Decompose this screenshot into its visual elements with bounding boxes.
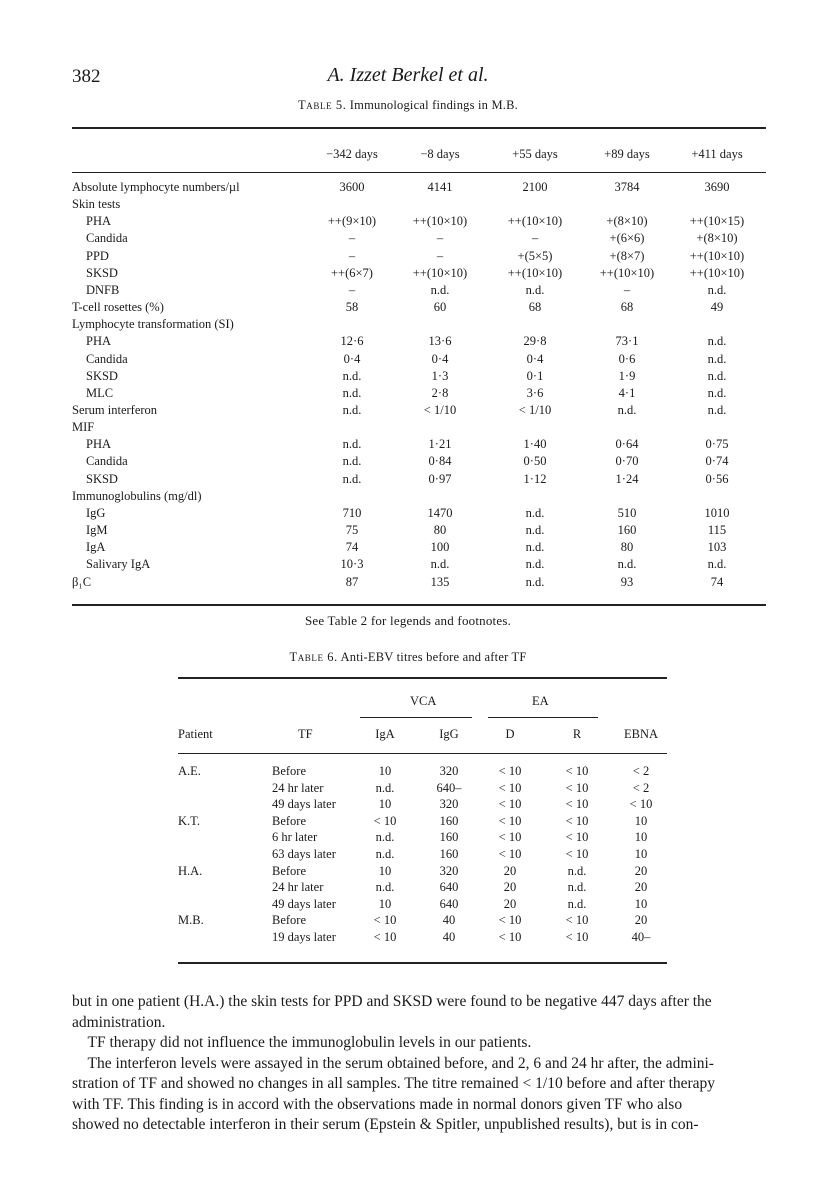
table6-caption-label: Table 6.: [289, 650, 338, 664]
table-cell: 20: [503, 896, 517, 911]
table-cell: n.d.: [375, 780, 395, 795]
text-line: The interferon levels were assayed in the serum obtained before, and 2, 6 and 24 hr after, the admini-: [72, 1054, 714, 1072]
table-row: [0, 829, 816, 845]
table-cell: 0·6: [618, 351, 636, 366]
table5-col-header: −8 days: [420, 147, 460, 161]
table-cell: n.d.: [525, 523, 545, 537]
table-cell: –: [436, 248, 444, 263]
table-cell: 0·84: [428, 454, 452, 469]
patient-cell: M.B.: [178, 913, 204, 928]
table-cell: 12·6: [340, 334, 364, 349]
table-cell: 74: [345, 540, 359, 555]
table5-col-header: −342 days: [326, 147, 378, 161]
table-cell: ++(6×7): [331, 265, 373, 280]
table-cell: –: [348, 248, 356, 263]
table-cell: ++(10×10): [412, 265, 468, 280]
row-label: Lymphocyte transformation (SI): [72, 317, 234, 332]
table-cell: n.d.: [707, 402, 727, 417]
table5-bottom-rule: [72, 604, 766, 606]
table-cell: 49: [710, 300, 724, 314]
table-row: [0, 863, 816, 879]
table-cell: 3690: [704, 180, 730, 194]
table-row: [0, 282, 816, 299]
table-cell: 68: [528, 300, 542, 314]
table5-caption: [0, 98, 816, 113]
table-cell: 10: [378, 764, 392, 778]
table-cell: < 10: [498, 780, 522, 795]
table-cell: 0·4: [526, 351, 544, 366]
tf-cell: 63 days later: [272, 847, 336, 861]
table-cell: < 2: [632, 764, 650, 778]
tf-cell: Before: [272, 913, 307, 928]
table-cell: 1·40: [523, 437, 547, 452]
table-row: [0, 265, 816, 282]
table-cell: 115: [707, 523, 727, 537]
table-cell: 10: [378, 797, 392, 812]
table-row: [0, 436, 816, 453]
row-label: MIF: [72, 420, 95, 435]
table-cell: < 1/10: [423, 402, 457, 417]
table-cell: n.d.: [707, 351, 727, 366]
table-cell: 0·75: [705, 437, 729, 452]
table-cell: ++(10×10): [689, 265, 745, 280]
table6-caption: [0, 650, 816, 665]
table5-header-row: [0, 146, 816, 163]
table-row: [0, 213, 816, 230]
table5-col-header: +89 days: [604, 147, 650, 161]
table-cell: n.d.: [430, 557, 450, 572]
table6-ea-rule: [488, 717, 598, 718]
table-cell: 3600: [339, 180, 365, 194]
table-cell: 0·64: [615, 437, 639, 452]
table-cell: 73·1: [615, 334, 639, 349]
table-cell: n.d.: [525, 505, 545, 520]
table-row: [0, 879, 816, 895]
tf-cell: 19 days later: [272, 930, 336, 944]
table-cell: < 10: [565, 764, 589, 778]
table-cell: 320: [439, 764, 459, 778]
row-label: SKSD: [86, 265, 118, 280]
table-cell: 1010: [704, 505, 730, 520]
table-row: [0, 316, 816, 333]
table5-col-header: +55 days: [512, 147, 558, 161]
row-label: Candida: [86, 351, 128, 366]
table-cell: +(5×5): [517, 248, 553, 263]
table-cell: +(8×7): [609, 248, 645, 263]
table-row: [0, 196, 816, 213]
table-row: [0, 368, 816, 385]
text-line: TF therapy did not influence the immunoglobulin levels in our patients.: [72, 1034, 532, 1051]
table-cell: +(8×10): [696, 231, 738, 246]
table-cell: 4·1: [618, 385, 636, 400]
table-cell: 10: [634, 813, 648, 828]
table-cell: 20: [503, 880, 517, 895]
table-cell: –: [623, 282, 631, 297]
table-cell: n.d.: [342, 471, 362, 486]
tf-cell: Before: [272, 813, 307, 828]
row-label: T-cell rosettes (%): [72, 300, 164, 314]
table-row: [0, 385, 816, 402]
table-cell: < 1/10: [518, 402, 552, 417]
table-cell: 10: [634, 830, 648, 845]
table-cell: < 10: [498, 830, 522, 845]
tf-cell: 49 days later: [272, 896, 336, 911]
table-cell: < 10: [373, 813, 397, 828]
table-cell: 3784: [614, 180, 640, 194]
text-line: but in one patient (H.A.) the skin tests for PPD and SKSD were found to be negative 447 days after the: [72, 993, 712, 1010]
table6-col-r: R: [572, 727, 582, 741]
table-cell: 87: [345, 574, 359, 589]
table-row: [0, 419, 816, 436]
table6-caption-text: Anti-EBV titres before and after TF: [340, 650, 527, 664]
table-cell: n.d.: [342, 385, 362, 400]
table-cell: 10·3: [340, 557, 364, 572]
table-cell: –: [436, 231, 444, 246]
table-cell: n.d.: [342, 402, 362, 417]
table-cell: < 10: [373, 930, 397, 944]
row-label: PPD: [86, 248, 109, 263]
table-cell: 4141: [427, 180, 453, 194]
table6-col-tf: TF: [298, 727, 313, 741]
table-cell: 10: [634, 896, 648, 911]
table-cell: 0·97: [428, 471, 452, 486]
table-cell: 160: [439, 830, 459, 845]
table-row: [0, 896, 816, 912]
table-row: [0, 556, 816, 573]
table-cell: –: [531, 231, 539, 246]
patient-cell: H.A.: [178, 863, 203, 878]
table-cell: n.d.: [525, 282, 545, 297]
table-cell: < 10: [565, 780, 589, 795]
patient-cell: A.E.: [178, 764, 201, 778]
table-cell: 0·4: [343, 351, 361, 366]
table-cell: < 10: [498, 797, 522, 812]
table-cell: ++(10×10): [412, 214, 468, 229]
table-cell: 20: [634, 880, 648, 895]
table-cell: < 10: [565, 797, 589, 812]
table-cell: < 10: [565, 830, 589, 845]
table-cell: ++(10×10): [599, 265, 655, 280]
table-cell: –: [348, 231, 356, 246]
row-label: IgG: [86, 505, 106, 520]
row-label: IgM: [86, 523, 108, 537]
table-cell: 1·12: [523, 471, 547, 486]
table-cell: 0·70: [615, 454, 639, 469]
table6-header-row: [0, 726, 816, 742]
table-cell: 58: [345, 300, 359, 314]
table-cell: ++(10×15): [689, 214, 745, 229]
table-cell: 1·24: [615, 471, 639, 486]
table-cell: 20: [503, 863, 517, 878]
table-cell: n.d.: [342, 368, 362, 383]
table6-header-rule: [178, 753, 667, 754]
table-cell: 0·4: [431, 351, 449, 366]
table-cell: 160: [617, 523, 637, 537]
table-cell: < 2: [632, 780, 650, 795]
table-cell: ++(9×10): [327, 214, 377, 229]
tf-cell: 24 hr later: [272, 880, 324, 895]
row-label: Candida: [86, 454, 128, 469]
table-cell: < 10: [498, 847, 522, 861]
table6-col-igg: IgG: [439, 727, 459, 741]
table-cell: 160: [439, 847, 459, 861]
table-row: [0, 453, 816, 470]
table-cell: 10: [378, 863, 392, 878]
table5-footnote: See Table 2 for legends and footnotes.: [304, 613, 512, 628]
table-row: [0, 796, 816, 812]
table-cell: 29·8: [523, 334, 547, 349]
table-cell: 68: [620, 300, 634, 314]
table-cell: 510: [617, 505, 637, 520]
table5-header-rule: [72, 172, 766, 173]
table-row: [0, 522, 816, 539]
table-cell: 1470: [427, 505, 453, 520]
row-label: Absolute lymphocyte numbers/µl: [72, 180, 240, 194]
table5-col-header: +411 days: [691, 147, 743, 161]
tf-cell: 24 hr later: [272, 780, 324, 795]
table-row: [0, 505, 816, 522]
table-cell: ++(10×10): [507, 265, 563, 280]
table-cell: 93: [620, 574, 634, 589]
table-cell: 0·1: [526, 368, 544, 383]
table6-bottom-rule: [178, 962, 667, 964]
table-cell: 75: [345, 523, 359, 537]
table-cell: 10: [378, 896, 392, 911]
table-cell: 1·3: [431, 368, 449, 383]
table-cell: ++(10×10): [689, 248, 745, 263]
table-cell: 40–: [631, 930, 651, 944]
table5-caption-label: Table 5.: [298, 98, 347, 112]
table-cell: +(6×6): [609, 231, 645, 246]
table-cell: < 10: [373, 913, 397, 928]
table-cell: 2100: [522, 180, 548, 194]
row-label: PHA: [86, 214, 112, 229]
table-cell: n.d.: [525, 557, 545, 572]
table-cell: n.d.: [707, 368, 727, 383]
table-cell: 0·56: [705, 471, 729, 486]
text-line: with TF. This finding is in accord with the observations made in normal donors given TF who also: [72, 1095, 683, 1113]
table-row: [0, 351, 816, 368]
table-cell: n.d.: [342, 437, 362, 452]
table-cell: +(8×10): [606, 214, 648, 229]
table-row: [0, 471, 816, 488]
table-cell: 100: [430, 540, 450, 555]
table5-caption-text: Immunological findings in M.B.: [349, 98, 518, 112]
table-cell: < 10: [565, 847, 589, 861]
table-cell: n.d.: [707, 334, 727, 349]
table-cell: n.d.: [375, 830, 395, 845]
table-cell: 40: [442, 913, 456, 928]
table-cell: < 10: [498, 913, 522, 928]
table-cell: 1·9: [618, 368, 636, 383]
table-cell: 60: [433, 300, 447, 314]
table-row: [0, 299, 816, 316]
table5-top-rule: [72, 127, 766, 129]
table6-col-iga: IgA: [375, 727, 395, 741]
row-label: SKSD: [86, 471, 118, 486]
table-row: [0, 333, 816, 350]
text-line: administration.: [72, 1013, 166, 1031]
table-cell: < 10: [498, 930, 522, 944]
row-label: Candida: [86, 231, 128, 246]
row-label: SKSD: [86, 368, 118, 383]
table-cell: 160: [439, 813, 459, 828]
row-label: Immunoglobulins (mg/dl): [72, 488, 202, 503]
tf-cell: 6 hr later: [272, 830, 318, 845]
table-cell: 20: [634, 863, 648, 878]
table-row: [0, 813, 816, 829]
table-row: [0, 929, 816, 945]
table-cell: n.d.: [567, 896, 587, 911]
patient-cell: K.T.: [178, 813, 200, 828]
table-cell: 2·8: [431, 385, 449, 400]
text-line: showed no detectable interferon in their serum (Epstein & Spitler, unpublished results), but is in con-: [72, 1116, 699, 1133]
table-cell: –: [348, 282, 356, 297]
table-cell: 80: [620, 540, 634, 555]
table-cell: 103: [707, 540, 727, 555]
table-cell: 320: [439, 797, 459, 812]
row-label: DNFB: [86, 282, 120, 297]
table6-top-rule: [178, 677, 667, 679]
table6-col-ebna: EBNA: [623, 727, 659, 741]
table-cell: < 10: [565, 930, 589, 944]
table-cell: n.d.: [525, 540, 545, 555]
table6-col-d: D: [505, 727, 515, 741]
table-row: [0, 763, 816, 779]
tf-cell: Before: [272, 764, 307, 778]
table6-vca-rule: [360, 717, 472, 718]
table-cell: ++(10×10): [507, 214, 563, 229]
table-cell: n.d.: [567, 880, 587, 895]
table-cell: n.d.: [375, 847, 395, 861]
table-cell: n.d.: [567, 863, 587, 878]
table6-ea-header: EA: [532, 694, 549, 708]
table-cell: 710: [342, 505, 362, 520]
row-label: Skin tests: [72, 197, 121, 212]
table6-vca-header: VCA: [410, 694, 437, 708]
row-label: Serum interferon: [72, 402, 158, 417]
table-row: [0, 179, 816, 196]
table-cell: 640: [439, 896, 459, 911]
table-row: [0, 402, 816, 419]
table-cell: < 10: [498, 813, 522, 828]
running-head: A. Izzet Berkel et al.: [327, 64, 489, 86]
table-cell: 10: [634, 847, 648, 861]
table-row: [0, 539, 816, 556]
table-cell: 320: [439, 863, 459, 878]
table-cell: 80: [433, 523, 447, 537]
table-cell: n.d.: [707, 385, 727, 400]
table-cell: 3·6: [526, 385, 544, 400]
table-row: [0, 488, 816, 505]
row-label: PHA: [86, 334, 112, 349]
table-cell: n.d.: [617, 557, 637, 572]
table-cell: n.d.: [430, 282, 450, 297]
table-row: [0, 912, 816, 928]
table-cell: n.d.: [707, 282, 727, 297]
table-cell: 0·74: [705, 454, 729, 469]
table-row: [0, 230, 816, 247]
table-cell: n.d.: [617, 402, 637, 417]
table-cell: 1·21: [428, 437, 452, 452]
table-cell: 640–: [436, 780, 462, 795]
table-cell: 40: [442, 930, 456, 944]
table-cell: 0·50: [523, 454, 547, 469]
page-number: 382: [72, 66, 101, 87]
table-row: [0, 780, 816, 796]
text-line: stration of TF and showed no changes in all samples. The titre remained < 1/10 before and after therapy: [72, 1075, 716, 1092]
table-cell: 135: [430, 574, 450, 589]
table-cell: 640: [439, 880, 459, 895]
table-cell: 13·6: [428, 334, 452, 349]
row-label: IgA: [86, 540, 106, 555]
table-row: [0, 574, 816, 591]
row-label: PHA: [86, 437, 112, 452]
table-cell: < 10: [565, 913, 589, 928]
table-cell: < 10: [565, 813, 589, 828]
table-cell: n.d.: [525, 574, 545, 589]
table6-col-patient: Patient: [178, 727, 213, 741]
table-cell: n.d.: [342, 454, 362, 469]
row-label: Salivary IgA: [86, 557, 151, 572]
table-cell: 20: [634, 913, 648, 928]
table-row: [0, 248, 816, 265]
row-label: MLC: [86, 385, 114, 400]
table-cell: n.d.: [707, 557, 727, 572]
tf-cell: Before: [272, 863, 307, 878]
table-cell: < 10: [629, 797, 653, 812]
row-label: β₁C: [72, 574, 92, 589]
table-cell: < 10: [498, 764, 522, 778]
table-cell: n.d.: [375, 880, 395, 895]
tf-cell: 49 days later: [272, 797, 336, 812]
table-cell: 74: [710, 574, 724, 589]
table-row: [0, 846, 816, 862]
